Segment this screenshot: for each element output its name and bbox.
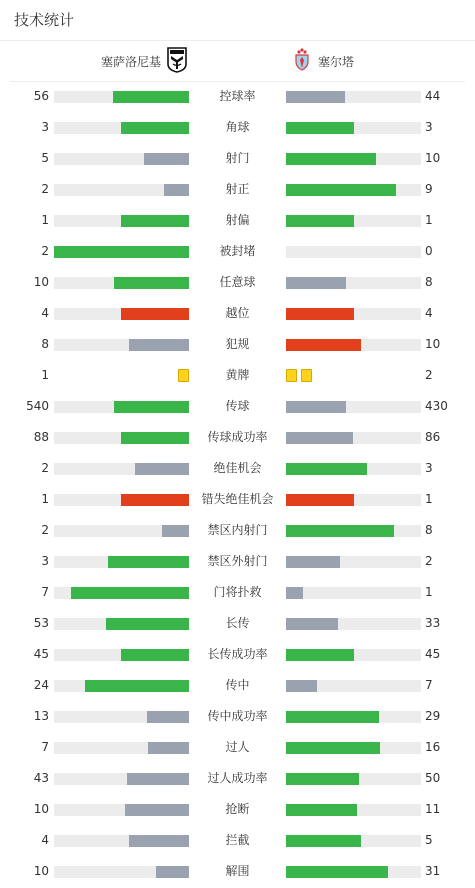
away-value: 2 [425,368,433,382]
away-bar-track [286,773,421,785]
away-bar-track [286,401,421,413]
home-value: 2 [41,461,49,475]
stat-row [0,794,475,825]
home-value: 5 [41,151,49,165]
home-value: 7 [41,585,49,599]
stat-label: 绝佳机会 [213,461,262,475]
home-value: 53 [33,616,49,630]
home-bar-track [54,711,189,723]
away-team-name: 塞尔塔 [318,54,355,69]
stat-label: 犯规 [225,337,250,351]
away-bar-track [286,680,421,692]
stat-label: 射门 [225,151,250,165]
stat-label: 拦截 [225,833,250,847]
away-bar-fill [286,153,376,165]
home-bar-fill [54,246,189,258]
away-value: 50 [425,771,441,785]
away-bar-fill [286,308,354,320]
home-bar-track [54,804,189,816]
away-bar-track [286,246,421,258]
away-bar-fill [286,835,361,847]
stat-row [0,453,475,484]
yellow-card-icon [286,369,297,382]
yellow-card-icon [301,369,312,382]
home-cards [178,369,189,382]
away-bar-track [286,587,421,599]
stat-row [0,205,475,236]
away-bar-track [286,153,421,165]
stat-row [0,856,475,887]
home-bar-track [54,742,189,754]
away-value: 44 [425,89,441,103]
home-bar-fill [106,618,189,630]
home-bar-track [54,866,189,878]
home-bar-fill [85,680,189,692]
home-bar-fill [121,432,189,444]
stat-label: 控球率 [219,89,256,103]
home-value: 1 [41,213,49,227]
away-bar-track [286,184,421,196]
home-value: 2 [41,182,49,196]
stat-row [0,81,475,112]
away-value: 2 [425,554,433,568]
stat-label: 过人 [225,740,250,754]
home-bar-track [54,680,189,692]
stat-row [0,608,475,639]
away-value: 86 [425,430,441,444]
home-bar-fill [121,308,189,320]
away-bar-track [286,711,421,723]
home-bar-fill [147,711,189,723]
home-bar-fill [121,215,189,227]
away-value: 1 [425,213,433,227]
home-bar-track [54,277,189,289]
away-value: 1 [425,492,433,506]
page-title: 技术统计 [14,11,75,29]
stat-label: 抢断 [225,802,250,816]
stat-row [0,825,475,856]
stat-row [0,360,475,391]
home-bar-fill [135,463,189,475]
away-bar-fill [286,122,354,134]
away-cards [286,369,312,382]
away-value: 11 [425,802,441,816]
home-bar-track [54,91,189,103]
home-bar-fill [125,804,189,816]
away-bar-track [286,91,421,103]
away-bar-track [286,122,421,134]
stat-label: 传球 [225,399,250,413]
away-value: 8 [425,275,433,289]
away-value: 3 [425,461,433,475]
home-bar-track [54,835,189,847]
stat-label: 错失绝佳机会 [201,492,274,506]
stat-row [0,298,475,329]
home-team-header[interactable] [101,48,187,74]
stat-row [0,670,475,701]
home-value: 3 [41,554,49,568]
home-value: 2 [41,244,49,258]
stat-row [0,546,475,577]
stat-row [0,329,475,360]
away-value: 16 [425,740,441,754]
stats-list [0,81,475,887]
away-value: 9 [425,182,433,196]
away-bar-fill [286,91,345,103]
stat-row [0,732,475,763]
home-value: 8 [41,337,49,351]
yellow-card-icon [178,369,189,382]
home-bar-fill [164,184,189,196]
stat-row [0,639,475,670]
home-bar-fill [156,866,189,878]
away-value: 430 [425,399,448,413]
home-bar-fill [113,91,189,103]
home-value: 10 [33,275,49,289]
stat-row [0,422,475,453]
stat-label: 任意球 [219,275,256,289]
away-bar-track [286,463,421,475]
home-bar-track [54,432,189,444]
away-bar-fill [286,773,359,785]
home-bar-track [54,215,189,227]
stat-label: 禁区外射门 [207,554,268,568]
away-value: 5 [425,833,433,847]
stat-label: 过人成功率 [207,771,268,785]
away-bar-fill [286,184,396,196]
away-value: 31 [425,864,441,878]
away-value: 29 [425,709,441,723]
away-bar-track [286,494,421,506]
home-bar-track [54,463,189,475]
home-bar-track [54,618,189,630]
away-value: 45 [425,647,441,661]
stat-label: 长传 [225,616,250,630]
away-value: 4 [425,306,433,320]
away-bar-fill [286,804,357,816]
home-value: 1 [41,368,49,382]
home-bar-track [54,184,189,196]
home-bar-fill [114,401,189,413]
home-bar-track [54,649,189,661]
away-bar-fill [286,711,379,723]
stat-label: 被封堵 [219,244,256,258]
celta-crest-icon [294,48,310,75]
home-bar-track [54,773,189,785]
away-value: 10 [425,151,441,165]
away-bar-track [286,339,421,351]
home-bar-fill [71,587,189,599]
home-value: 56 [33,89,49,103]
home-value: 24 [33,678,49,692]
away-bar-fill [286,277,346,289]
home-bar-track [54,339,189,351]
away-bar-fill [286,401,346,413]
home-bar-fill [129,339,189,351]
away-bar-fill [286,432,353,444]
home-value: 2 [41,523,49,537]
stat-row [0,391,475,422]
stat-row [0,577,475,608]
home-value: 88 [33,430,49,444]
home-bar-track [54,153,189,165]
away-value: 8 [425,523,433,537]
home-bar-track [54,587,189,599]
away-value: 10 [425,337,441,351]
home-bar-track [54,556,189,568]
home-value: 13 [33,709,49,723]
home-team-name: 塞萨洛尼基 [100,54,161,69]
stat-label: 门将扑救 [213,585,262,599]
stat-label: 禁区内射门 [207,523,268,537]
stat-label: 传球成功率 [207,430,268,444]
away-team-header[interactable] [294,48,354,74]
home-value: 45 [33,647,49,661]
paok-crest-icon [167,47,187,76]
away-value: 1 [425,585,433,599]
away-value: 3 [425,120,433,134]
away-bar-fill [286,587,303,599]
away-value: 0 [425,244,433,258]
away-bar-fill [286,556,340,568]
away-bar-track [286,804,421,816]
home-bar-track [54,494,189,506]
stat-row [0,174,475,205]
stat-row [0,143,475,174]
home-bar-track [54,401,189,413]
home-bar-fill [114,277,189,289]
home-bar-track [54,246,189,258]
home-value: 43 [33,771,49,785]
home-bar-track [54,308,189,320]
stat-row [0,484,475,515]
away-bar-fill [286,215,354,227]
stat-label: 解围 [225,864,250,878]
title-divider [0,40,475,41]
home-value: 7 [41,740,49,754]
away-bar-fill [286,742,380,754]
stat-row [0,763,475,794]
stat-label: 长传成功率 [207,647,268,661]
home-value: 3 [41,120,49,134]
home-bar-fill [129,835,189,847]
away-bar-track [286,432,421,444]
home-bar-fill [121,494,189,506]
home-bar-fill [144,153,189,165]
stat-label: 黄牌 [225,368,250,382]
stat-label: 射偏 [225,213,250,227]
away-bar-fill [286,339,361,351]
home-bar-track [54,525,189,537]
away-bar-track [286,556,421,568]
home-value: 10 [33,802,49,816]
away-bar-track [286,215,421,227]
home-bar-fill [121,649,189,661]
home-bar-fill [108,556,189,568]
stat-label: 越位 [225,306,250,320]
home-bar-fill [162,525,189,537]
stat-label: 角球 [225,120,250,134]
stat-label: 射正 [225,182,250,196]
stat-row [0,701,475,732]
away-bar-fill [286,463,367,475]
stat-row [0,236,475,267]
home-value: 1 [41,492,49,506]
stat-row [0,112,475,143]
away-bar-fill [286,866,388,878]
home-bar-fill [127,773,189,785]
home-bar-track [54,122,189,134]
away-value: 33 [425,616,441,630]
home-value: 4 [41,306,49,320]
home-bar-fill [148,742,189,754]
home-value: 10 [33,864,49,878]
away-bar-track [286,742,421,754]
away-bar-track [286,866,421,878]
away-bar-fill [286,494,354,506]
away-bar-track [286,649,421,661]
away-bar-track [286,308,421,320]
away-bar-track [286,525,421,537]
home-value: 4 [41,833,49,847]
away-bar-fill [286,680,317,692]
away-value: 7 [425,678,433,692]
away-bar-track [286,277,421,289]
stat-row [0,267,475,298]
home-value: 540 [26,399,49,413]
home-bar-fill [121,122,189,134]
away-bar-track [286,835,421,847]
stat-label: 传中成功率 [207,709,268,723]
stat-row [0,515,475,546]
stat-label: 传中 [225,678,250,692]
away-bar-fill [286,649,354,661]
away-bar-fill [286,525,394,537]
away-bar-track [286,618,421,630]
away-bar-fill [286,618,338,630]
